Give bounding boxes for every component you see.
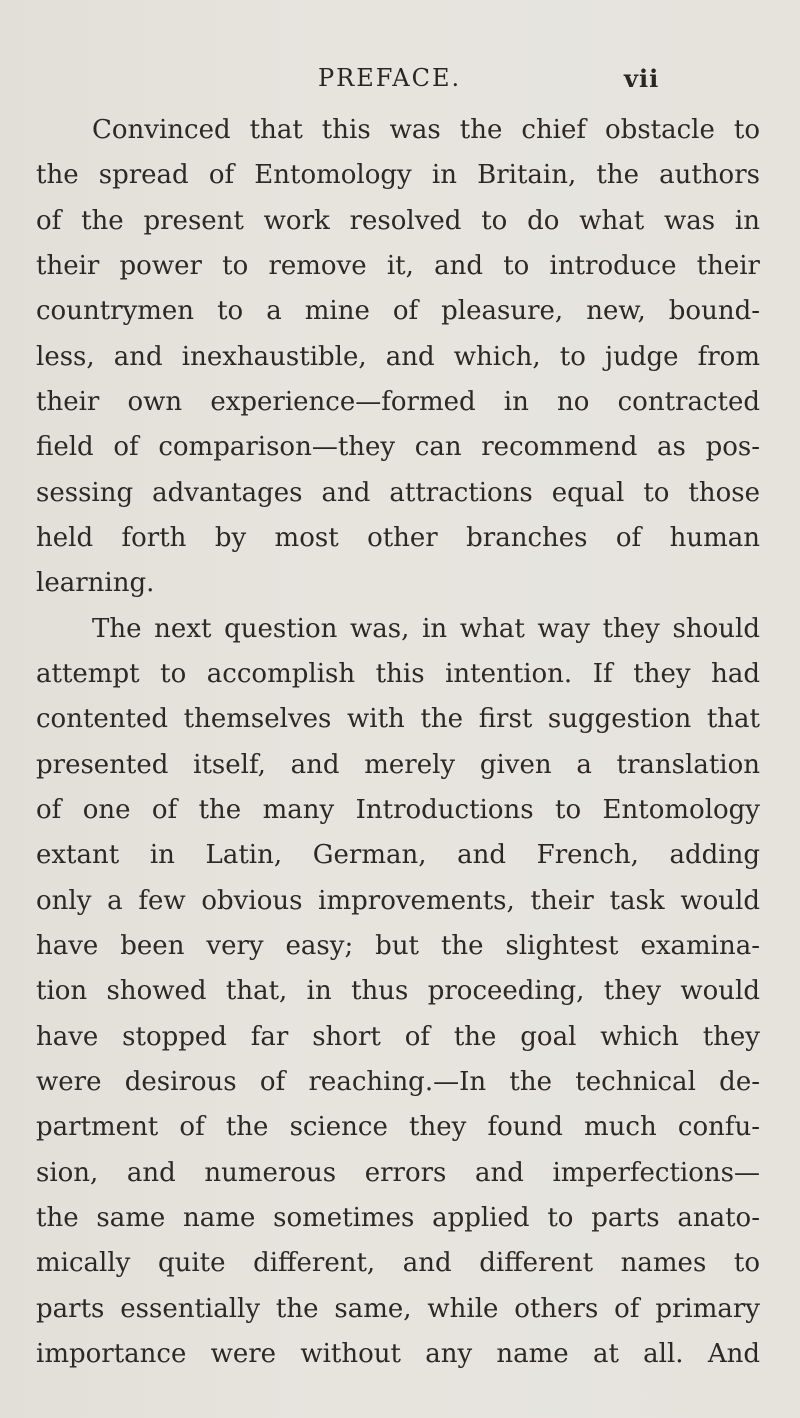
- text-line: importance were without any name at all. And: [36, 1338, 760, 1369]
- text-line: countrymen to a mine of pleasure, new, bound-: [36, 296, 760, 327]
- page-header: [0, 60, 800, 100]
- text-line: attempt to accomplish this intention. If they had: [36, 658, 760, 689]
- text-line: learning.: [36, 568, 155, 599]
- text-line: mically quite different, and different names to: [36, 1248, 760, 1279]
- text-line: presented itself, and merely given a translation: [36, 749, 760, 780]
- body-text: [36, 108, 760, 1377]
- text-line: Convinced that this was the chief obstacle to: [92, 115, 760, 145]
- text-line: less, and inexhaustible, and which, to judge from: [36, 341, 760, 372]
- text-line: extant in Latin, German, and French, adding: [36, 840, 760, 871]
- text-line: partment of the science they found much confu-: [36, 1112, 760, 1143]
- text-line: of one of the many Introductions to Entomology: [36, 794, 760, 825]
- text-line: have stopped far short of the goal which they: [36, 1021, 760, 1052]
- text-line: sion, and numerous errors and imperfections—: [36, 1157, 760, 1188]
- text-line: field of comparison—they can recommend as pos-: [36, 432, 760, 463]
- text-line: contented themselves with the first suggestion that: [36, 704, 760, 735]
- text-line: of the present work resolved to do what was in: [36, 205, 760, 236]
- text-line: only a few obvious improvements, their task would: [36, 885, 760, 916]
- text-line: the same name sometimes applied to parts anato-: [36, 1202, 760, 1233]
- text-line: the spread of Entomology in Britain, the authors: [36, 160, 760, 191]
- text-line: their power to remove it, and to introduce their: [36, 250, 760, 281]
- text-line: sessing advantages and attractions equal to those: [36, 477, 760, 508]
- running-head: PREFACE.: [318, 64, 462, 92]
- page-number: vii: [624, 64, 660, 93]
- text-line: tion showed that, in thus proceeding, they would: [36, 976, 760, 1007]
- text-line: The next question was, in what way they should: [92, 613, 760, 644]
- text-line: have been very easy; but the slightest examina-: [36, 930, 760, 961]
- text-line: were desirous of reaching.—In the technical de-: [36, 1066, 760, 1097]
- text-line: parts essentially the same, while others of primary: [36, 1293, 760, 1324]
- text-line: their own experience—formed in no contracted: [36, 386, 760, 417]
- text-line: held forth by most other branches of human: [36, 522, 760, 553]
